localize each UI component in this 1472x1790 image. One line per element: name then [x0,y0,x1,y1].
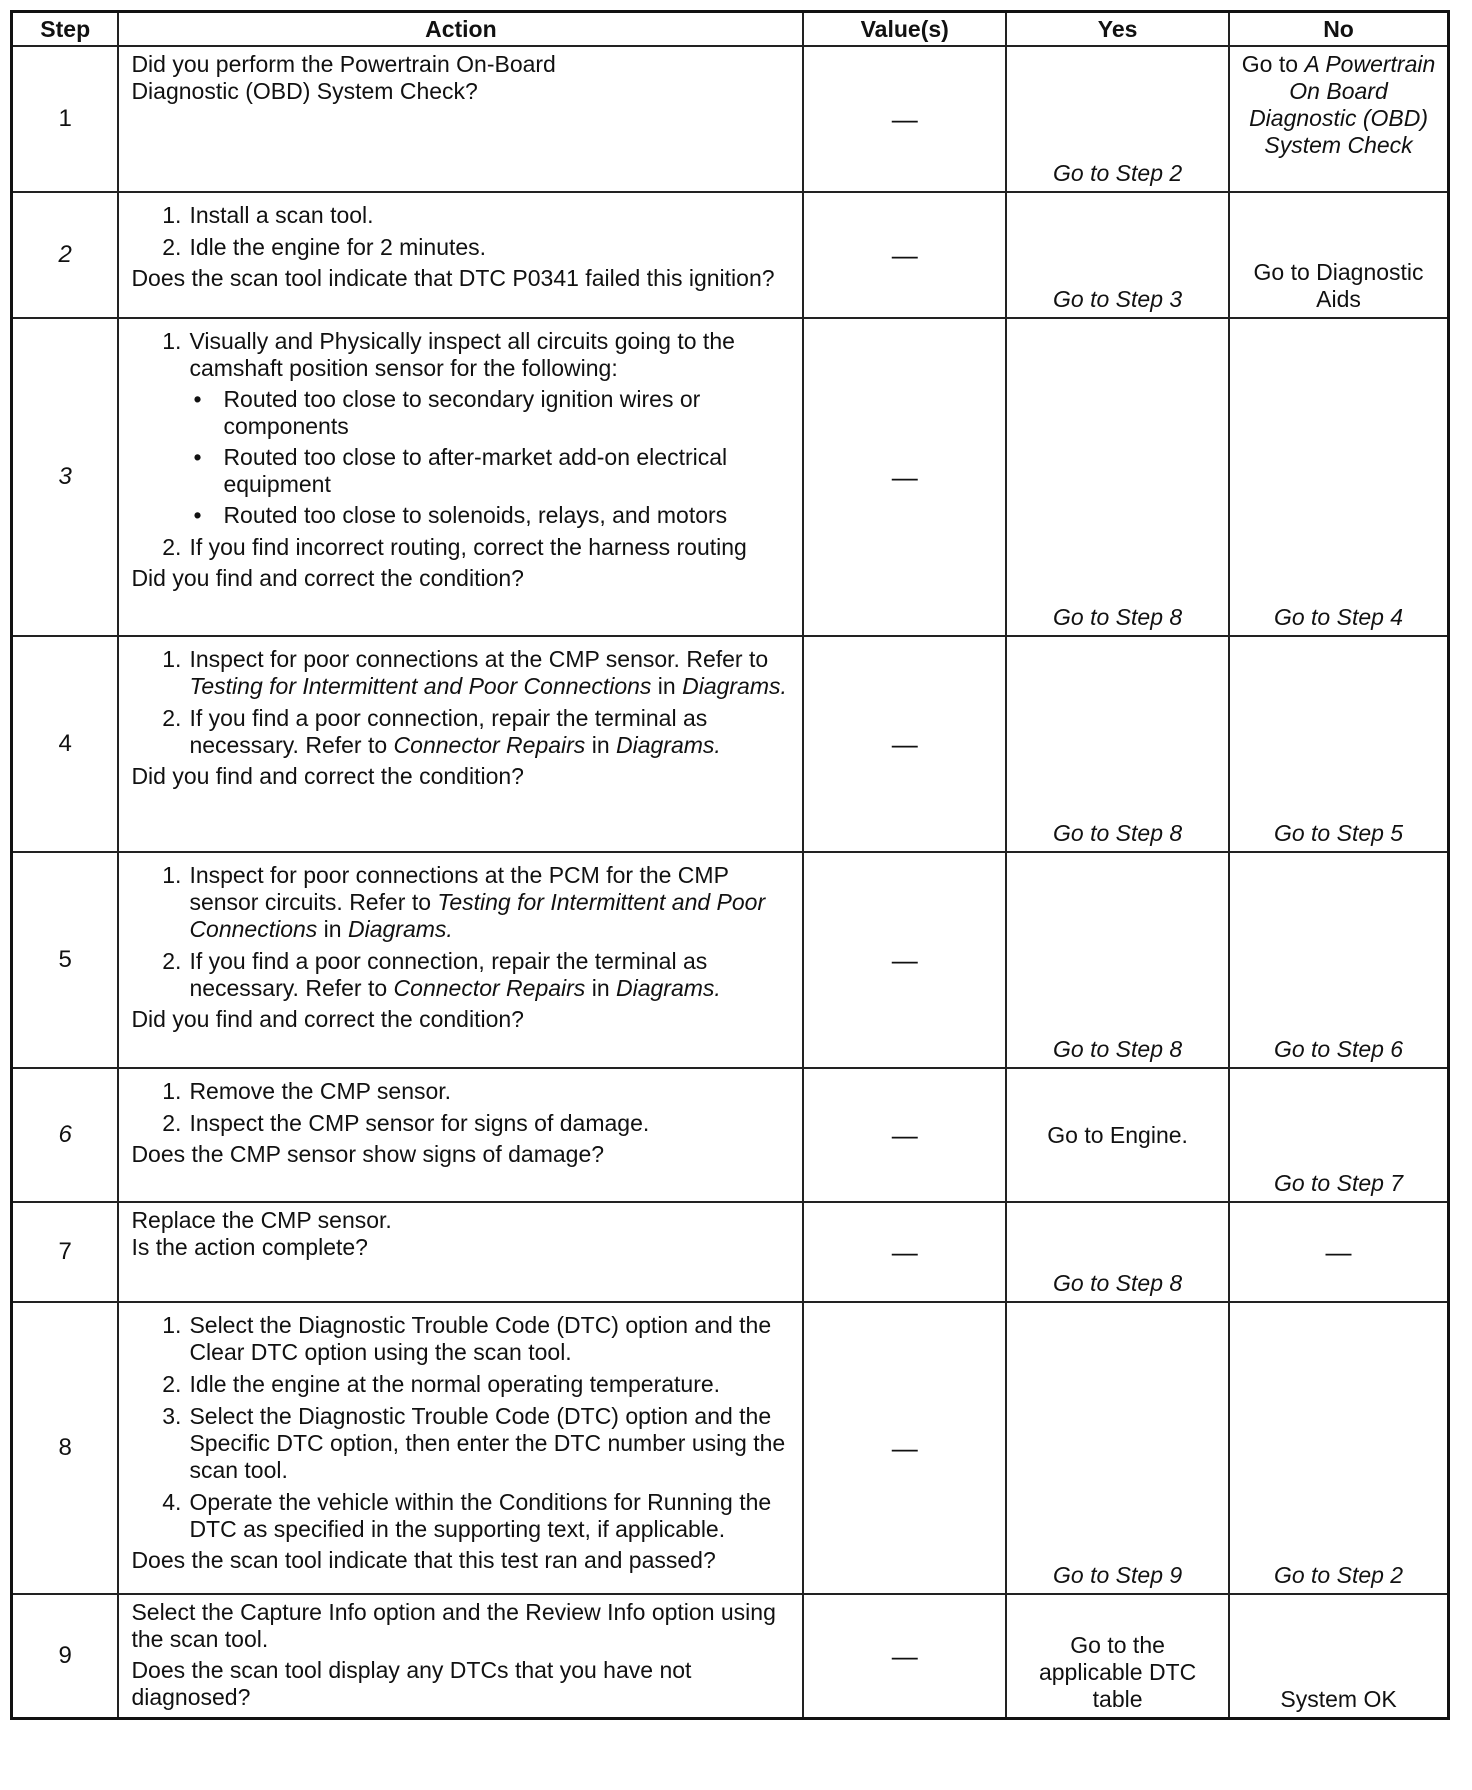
bullet-item: • Routed too close to solenoids, relays, and motors [193,502,728,528]
bullet-item: • Routed too close to after-market add-on electrical equipment [193,444,728,497]
step-number: 9 [12,1594,119,1719]
action-cell [118,1068,803,1202]
yes-cell: Go to Step 9 [1006,1302,1229,1594]
yes-cell: Go to Step 8 [1006,318,1229,636]
question-text: Did you find and correct the condition? [131,565,524,591]
table-row [12,852,1449,1068]
list-item: 2. Inspect the CMP sensor for signs of damage. [162,1110,650,1136]
step-number: 7 [12,1202,119,1302]
table-row [12,318,1449,636]
step-number: 2 [12,192,119,318]
no-cell: Go to Diagnostic Aids [1229,192,1448,318]
bullet-item: • Routed too close to secondary ignition wires or components [193,386,701,439]
list-item: 2. Idle the engine at the normal operating temperature. [162,1371,721,1397]
step-number: 5 [12,852,119,1068]
header-row [12,12,1449,47]
list-item: 1. Install a scan tool. [162,202,374,228]
yes-cell: Go to Step 8 [1006,852,1229,1068]
table-row [12,1202,1449,1302]
diagnostic-table [10,10,1450,1720]
yes-cell: Go to Step 2 [1006,46,1229,192]
no-cell: System OK [1229,1594,1448,1719]
value-cell: — [803,192,1006,318]
question-text: Is the action complete? [131,1234,368,1260]
no-cell: — [1229,1202,1448,1302]
table-row [12,1068,1449,1202]
header-yes: Yes [1006,12,1229,47]
step-number: 6 [12,1068,119,1202]
list-item: 4. Operate the vehicle within the Conditions for Running the DTC as specified in the supporting text, if applicable. [162,1489,772,1542]
step-number: 4 [12,636,119,852]
no-cell: Go to Step 2 [1229,1302,1448,1594]
action-cell [118,636,803,852]
list-item: 2. Idle the engine for 2 minutes. [162,234,487,260]
header-step: Step [12,12,119,47]
action-text: Replace the CMP sensor. [131,1207,392,1233]
no-cell: Go to Step 5 [1229,636,1448,852]
step-number: 8 [12,1302,119,1594]
value-cell: — [803,1302,1006,1594]
no-italic: A Powertrain On Board Diagnostic (OBD) System Check [1249,51,1436,158]
value-cell: — [803,318,1006,636]
action-cell [118,318,803,636]
list-item: 2. If you find a poor connection, repair the terminal as necessary. Refer to Connector Repairs in Diagrams. [162,948,721,1001]
value-cell: — [803,46,1006,192]
question-text: Does the scan tool indicate that DTC P0341 failed this ignition? [131,265,775,291]
header-no: No [1229,12,1448,47]
question-text: Does the scan tool display any DTCs that you have not diagnosed? [131,1657,692,1710]
action-cell [118,1302,803,1594]
action-cell [118,1594,803,1719]
value-cell: — [803,636,1006,852]
list-item: 1. Select the Diagnostic Trouble Code (DTC) option and the Clear DTC option using the scan tool. [162,1312,772,1365]
list-item: 1. Inspect for poor connections at the PCM for the CMP sensor circuits. Refer to Testing for Intermittent and Poor Connections in Diagrams. [162,862,766,942]
value-cell: — [803,1068,1006,1202]
table-row [12,1302,1449,1594]
action-cell [118,1202,803,1302]
list-item: 2. If you find incorrect routing, correct the harness routing [162,534,747,560]
yes-cell: Go to Step 3 [1006,192,1229,318]
header-values: Value(s) [803,12,1006,47]
action-cell [118,46,803,192]
question-text: Did you find and correct the condition? [131,1006,524,1032]
question-text: Does the scan tool indicate that this test ran and passed? [131,1547,716,1573]
value-cell: — [803,1202,1006,1302]
yes-cell: Go to Step 8 [1006,1202,1229,1302]
question-text: Did you find and correct the condition? [131,763,524,789]
no-cell: Go to Step 6 [1229,852,1448,1068]
action-cell [118,852,803,1068]
action-text: Did you perform the Powertrain On-Board Diagnostic (OBD) System Check? [131,51,556,104]
list-item: 1. Inspect for poor connections at the CMP sensor. Refer to Testing for Intermittent and Poor Connections in Diagrams. [162,646,787,699]
no-cell: Go to Step 7 [1229,1068,1448,1202]
table-row [12,46,1449,192]
no-cell: Go to Step 4 [1229,318,1448,636]
list-item: 1. Remove the CMP sensor. [162,1078,452,1104]
question-text: Does the CMP sensor show signs of damage? [131,1141,605,1167]
list-item: 1. Visually and Physically inspect all circuits going to the camshaft position sensor for the following: [162,328,735,381]
no-plain: Go to [1241,51,1305,77]
table-row [12,1594,1449,1719]
action-cell [118,192,803,318]
yes-cell: Go to the applicable DTC table [1006,1594,1229,1719]
yes-cell: Go to Step 8 [1006,636,1229,852]
value-cell: — [803,852,1006,1068]
table-row [12,192,1449,318]
table-row [12,636,1449,852]
value-cell: — [803,1594,1006,1719]
yes-cell: Go to Engine. [1006,1068,1229,1202]
list-item: 2. If you find a poor connection, repair the terminal as necessary. Refer to Connector Repairs in Diagrams. [162,705,721,758]
step-number: 3 [12,318,119,636]
list-item: 3. Select the Diagnostic Trouble Code (DTC) option and the Specific DTC option, then enter the DTC number using the scan tool. [162,1403,786,1483]
no-cell [1229,46,1448,192]
action-text: Select the Capture Info option and the Review Info option using the scan tool. [131,1599,776,1652]
header-action: Action [118,12,803,47]
step-number: 1 [12,46,119,192]
